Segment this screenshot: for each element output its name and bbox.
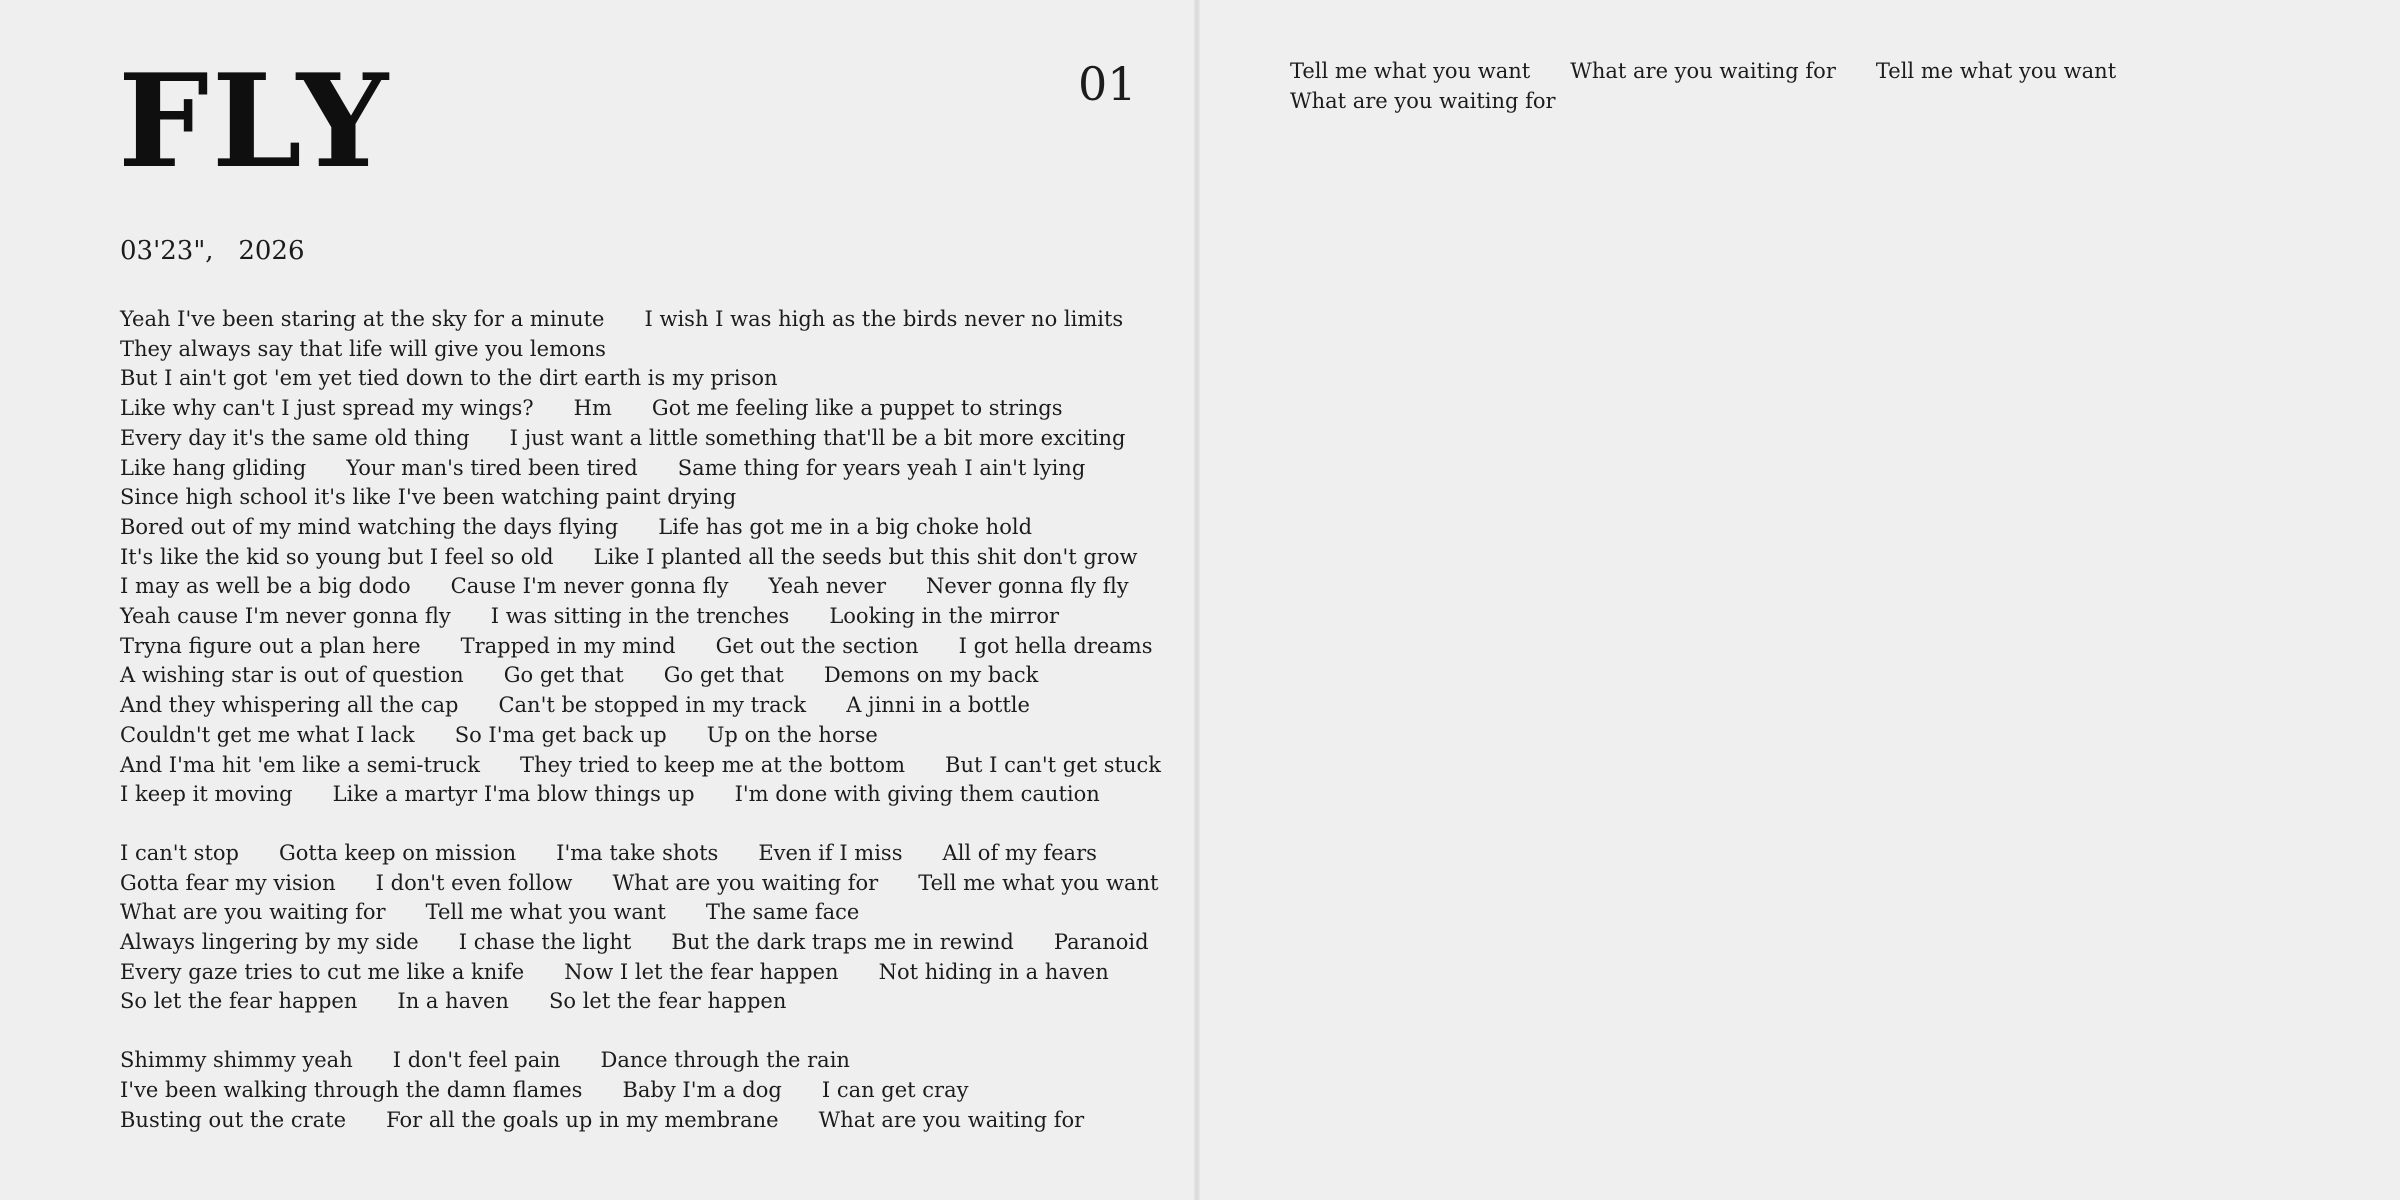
left-page xyxy=(0,0,1194,1200)
lyric-line: Shimmy shimmy yeah I don't feel pain Dance through the rain xyxy=(120,1048,850,1073)
lyric-line: It's like the kid so young but I feel so old Like I planted all the seeds but this shit don't grow xyxy=(120,544,1138,569)
stanza-3 xyxy=(120,1046,1180,1135)
lyric-line: Every day it's the same old thing I just want a little something that'll be a bit more exciting xyxy=(120,425,1126,450)
song-title: FLY xyxy=(118,47,392,197)
lyric-line: Bored out of my mind watching the days flying Life has got me in a big choke hold xyxy=(120,514,1033,539)
lyric-line: But I ain't got 'em yet tied down to the dirt earth is my prison xyxy=(120,366,778,391)
lyric-line: I've been walking through the damn flames Baby I'm a dog I can get cray xyxy=(120,1077,969,1102)
lyric-line: And they whispering all the cap Can't be stopped in my track A jinni in a bottle xyxy=(120,693,1030,718)
stanza-1 xyxy=(120,305,1180,810)
lyric-line: They always say that life will give you lemons xyxy=(120,336,606,361)
lyric-line: Like why can't I just spread my wings? Hm Got me feeling like a puppet to strings xyxy=(120,396,1063,421)
lyric-line: A wishing star is out of question Go get that Go get that Demons on my back xyxy=(120,663,1039,688)
lyric-line: Like hang gliding Your man's tired been tired Same thing for years yeah I ain't lying xyxy=(120,455,1086,480)
lyric-line: Tell me what you want What are you waiting for Tell me what you want xyxy=(1290,59,2117,83)
lyric-line: Yeah cause I'm never gonna fly I was sitting in the trenches Looking in the mirror xyxy=(120,604,1060,629)
lyric-line: Yeah I've been staring at the sky for a minute I wish I was high as the birds never no limits xyxy=(120,307,1124,331)
lyric-line: So let the fear happen In a haven So let the fear happen xyxy=(120,989,787,1014)
lyrics-body xyxy=(120,305,1180,1164)
lyric-line: Since high school it's like I've been watching paint drying xyxy=(120,485,737,510)
lyric-line: What are you waiting for Tell me what you want The same face xyxy=(120,900,860,925)
stanza-2 xyxy=(120,839,1180,1017)
lyric-line: I may as well be a big dodo Cause I'm never gonna fly Yeah never Never gonna fly fly xyxy=(120,574,1129,599)
page-number: 01 xyxy=(1078,57,1137,111)
song-duration-year: 03'23", 2026 xyxy=(120,236,305,266)
lyric-line: Every gaze tries to cut me like a knife Now I let the fear happen Not hiding in a haven xyxy=(120,959,1109,984)
lyric-line: Gotta fear my vision I don't even follow What are you waiting for Tell me what you want xyxy=(120,870,1159,895)
lyric-line: I keep it moving Like a martyr I'ma blow things up I'm done with giving them caution xyxy=(120,782,1100,807)
lyric-line: Couldn't get me what I lack So I'ma get back up Up on the horse xyxy=(120,722,878,747)
lyric-line: And I'ma hit 'em like a semi-truck They tried to keep me at the bottom But I can't get stuck xyxy=(120,752,1161,777)
lyric-line: Tryna figure out a plan here Trapped in my mind Get out the section I got hella dreams xyxy=(120,633,1153,658)
lyric-line: Busting out the crate For all the goals up in my membrane What are you waiting for xyxy=(120,1107,1085,1132)
right-page xyxy=(1200,0,2400,1200)
lyric-line: Always lingering by my side I chase the light But the dark traps me in rewind Paranoid xyxy=(120,930,1149,955)
lyric-line: I can't stop Gotta keep on mission I'ma take shots Even if I miss All of my fears xyxy=(120,840,1097,865)
lyric-line: What are you waiting for xyxy=(1290,88,1556,113)
lyrics-continued xyxy=(1290,57,2350,116)
